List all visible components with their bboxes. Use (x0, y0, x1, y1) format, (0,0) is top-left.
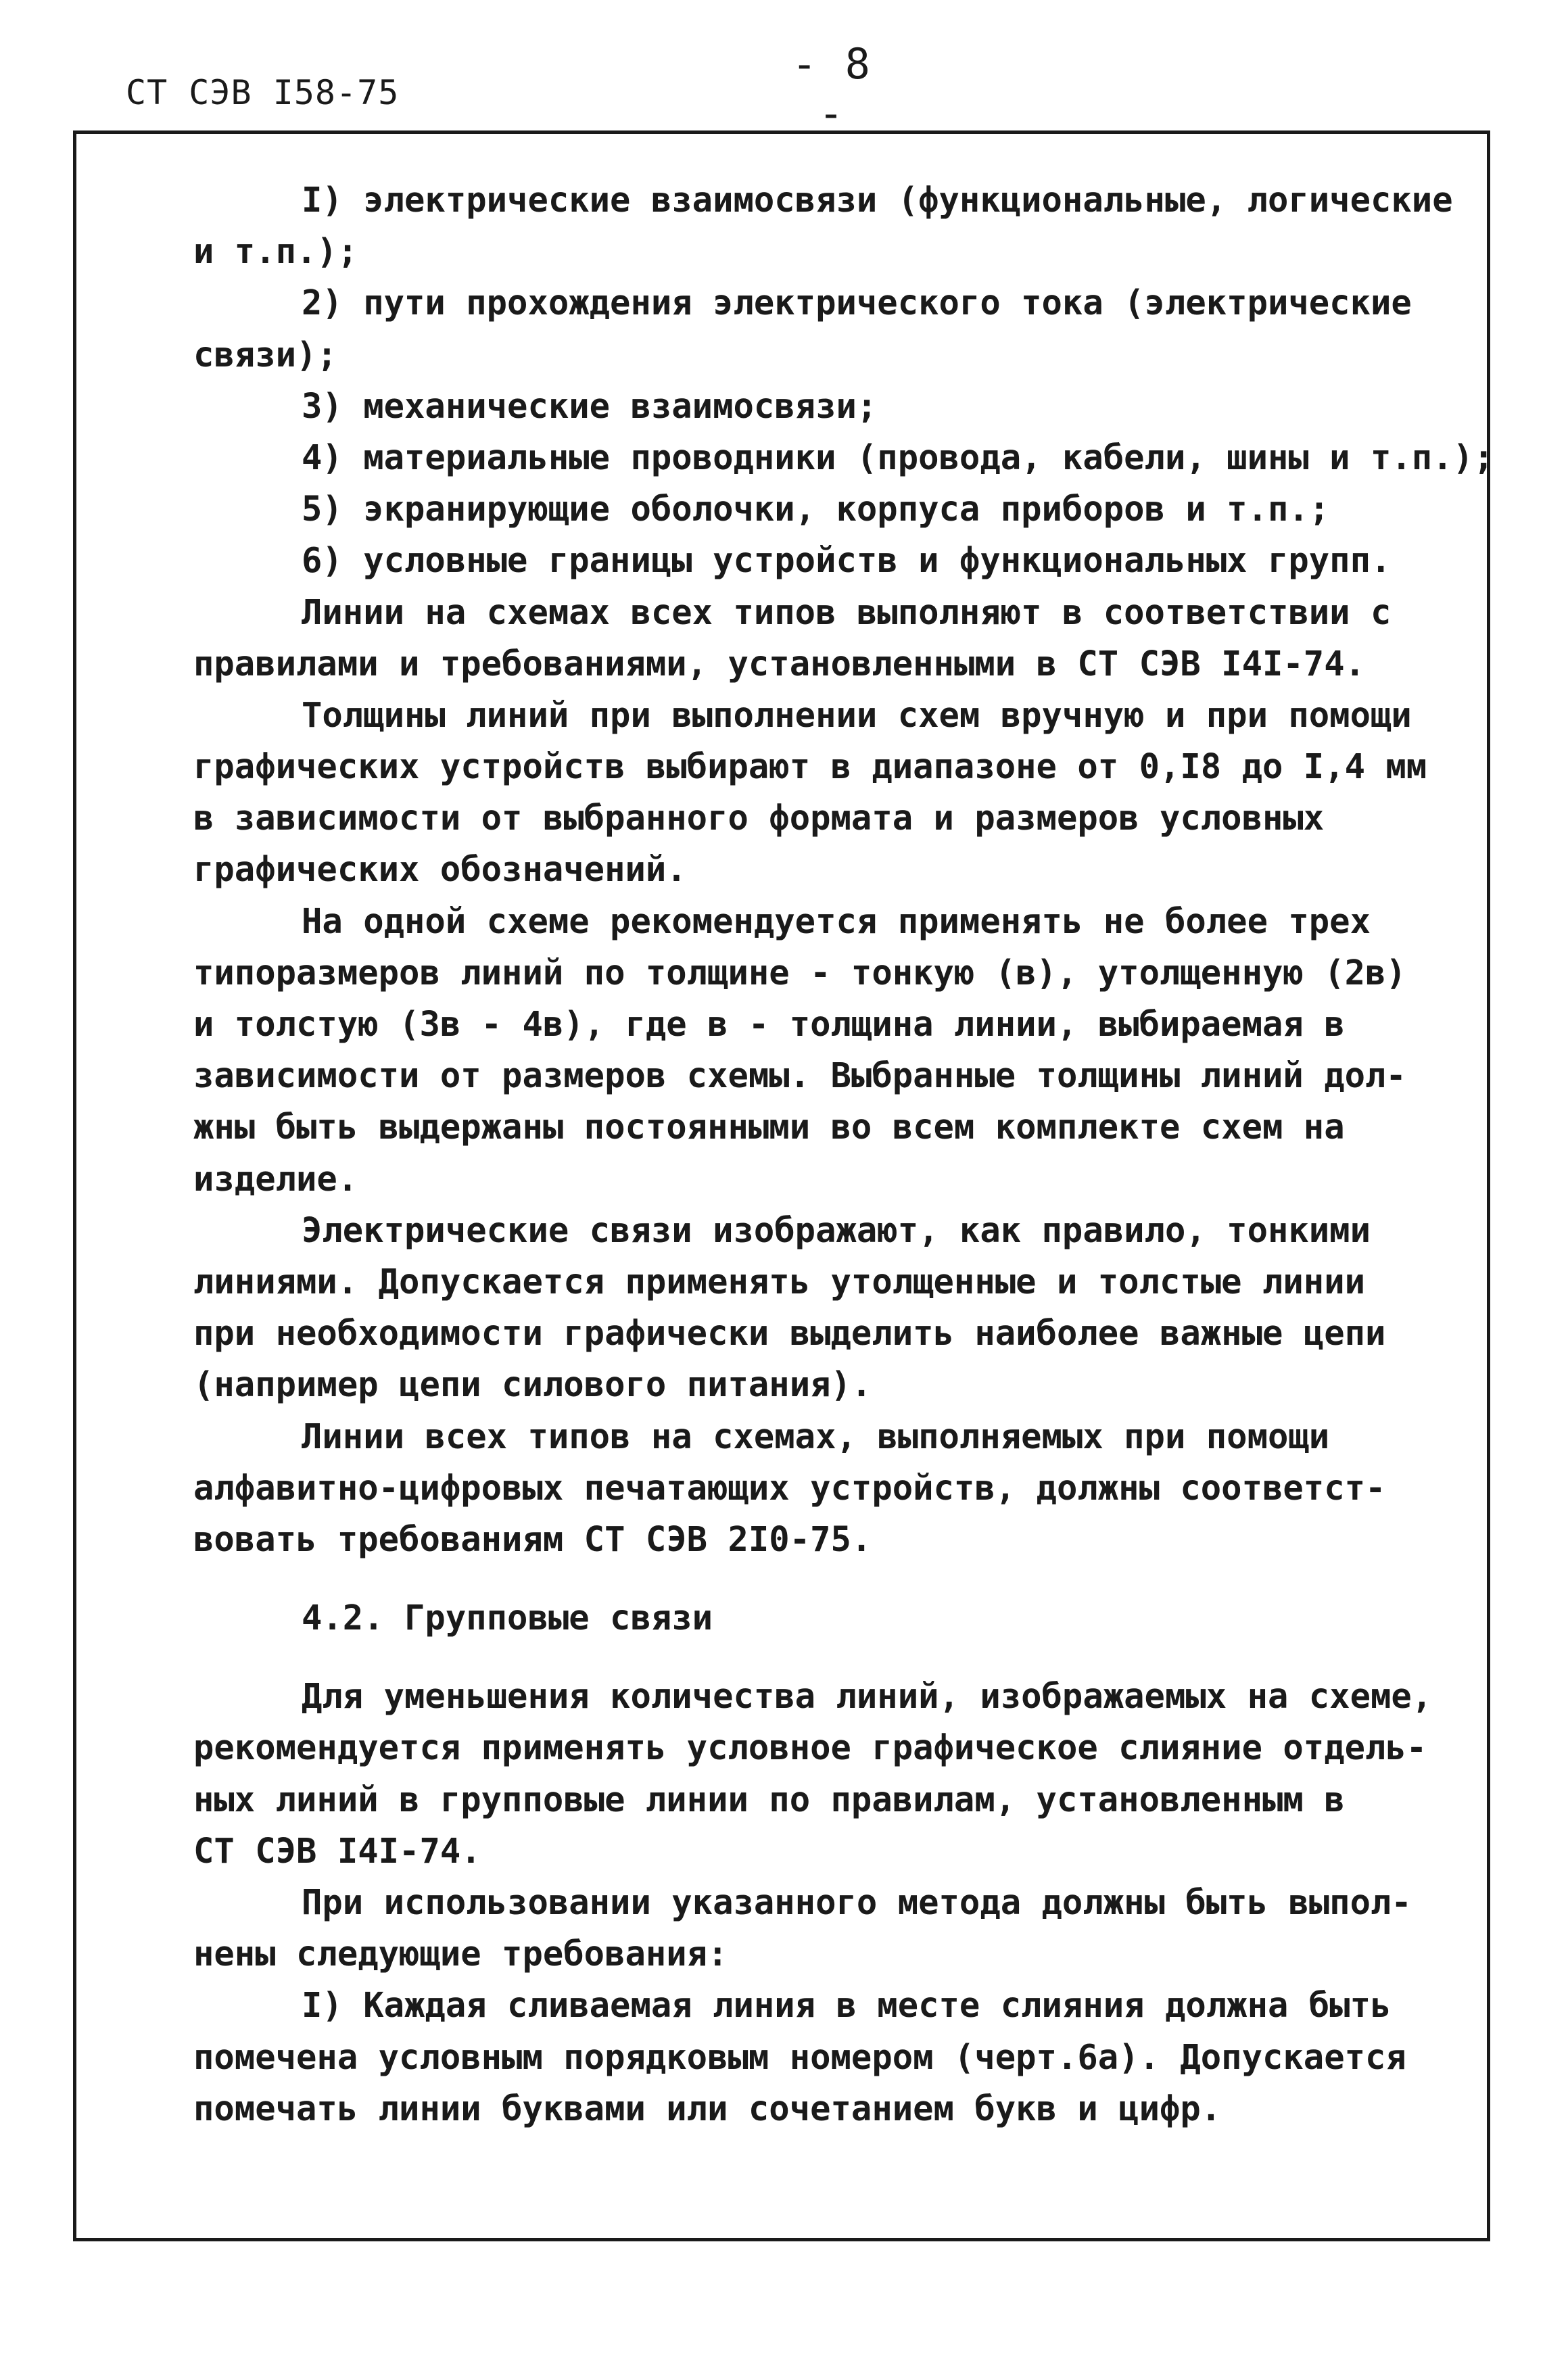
text-line: помечать линии буквами или сочетанием букв и цифр. (193, 2088, 1222, 2128)
text-line: 5) экранирующие оболочки, корпуса приборов и т.п.; (302, 489, 1330, 529)
text-line: графических обозначений. (193, 849, 687, 890)
text-line: 2) пути прохождения электрического тока (электрические (302, 283, 1412, 323)
text-line: рекомендуется применять условное графическое слияние отдель- (193, 1727, 1427, 1768)
text-line: 6) условные границы устройств и функциональных групп. (302, 540, 1392, 581)
text-line: зависимости от размеров схемы. Выбранные толщины линий дол- (193, 1055, 1406, 1096)
text-line: (например цепи силового питания). (193, 1364, 872, 1405)
text-line: линиями. Допускается применять утолщенные и толстые линии (193, 1261, 1366, 1302)
section-heading: 4.2. Групповые связи (302, 1598, 713, 1638)
text-line: СТ СЭВ I4I-74. (193, 1830, 481, 1871)
text-line: изделие. (193, 1158, 358, 1199)
text-line: Электрические связи изображают, как правило, тонкими (302, 1210, 1371, 1250)
text-line: I) электрические взаимосвязи (функциональные, логические (302, 180, 1453, 220)
text-line: типоразмеров линий по толщине - тонкую (в), утолщенную (2в) (193, 952, 1406, 993)
text-line: Для уменьшения количества линий, изображаемых на схеме, (302, 1676, 1433, 1717)
page-number: - 8 - (792, 39, 872, 138)
text-line: ных линий в групповые линии по правилам, установленным в (193, 1779, 1345, 1819)
text-line: вовать требованиям СТ СЭВ 2I0-75. (193, 1519, 872, 1559)
text-line: и толстую (3в - 4в), где в - толщина линии, выбираемая в (193, 1004, 1345, 1044)
text-line: жны быть выдержаны постоянными во всем комплекте схем на (193, 1107, 1345, 1147)
text-line: 3) механические взаимосвязи; (302, 385, 878, 426)
document-body (193, 174, 1492, 2135)
text-line: связи); (193, 334, 337, 375)
text-line: правилами и требованиями, установленными в СТ СЭВ I4I-74. (193, 643, 1366, 684)
text-line: Толщины линий при выполнении схем вручную и при помощи (302, 694, 1412, 735)
text-line: в зависимости от выбранного формата и размеров условных (193, 798, 1325, 838)
text-line: При использовании указанного метода должны быть выпол- (302, 1882, 1412, 1922)
text-line: алфавитно-цифровых печатающих устройств, должны соответст- (193, 1467, 1386, 1508)
text-line: I) Каждая сливаемая линия в месте слияния должна быть (302, 1985, 1392, 2026)
text-line: На одной схеме рекомендуется применять не более трех (302, 901, 1371, 941)
text-line: нены следующие требования: (193, 1934, 728, 1974)
text-line: 4) материальные проводники (провода, кабели, шины и т.п.); (302, 437, 1494, 477)
text-line: и т.п.); (193, 231, 358, 272)
text-line: при необходимости графически выделить наиболее важные цепи (193, 1313, 1386, 1354)
document-code: СТ СЭВ I58-75 (126, 73, 400, 112)
text-line: помечена условным порядковым номером (черт.6а). Допускается (193, 2036, 1406, 2077)
text-line: графических устройств выбирают в диапазоне от 0,I8 до I,4 мм (193, 746, 1427, 787)
text-line: Линии всех типов на схемах, выполняемых при помощи (302, 1416, 1330, 1456)
text-line: Линии на схемах всех типов выполняют в соответствии с (302, 592, 1392, 632)
